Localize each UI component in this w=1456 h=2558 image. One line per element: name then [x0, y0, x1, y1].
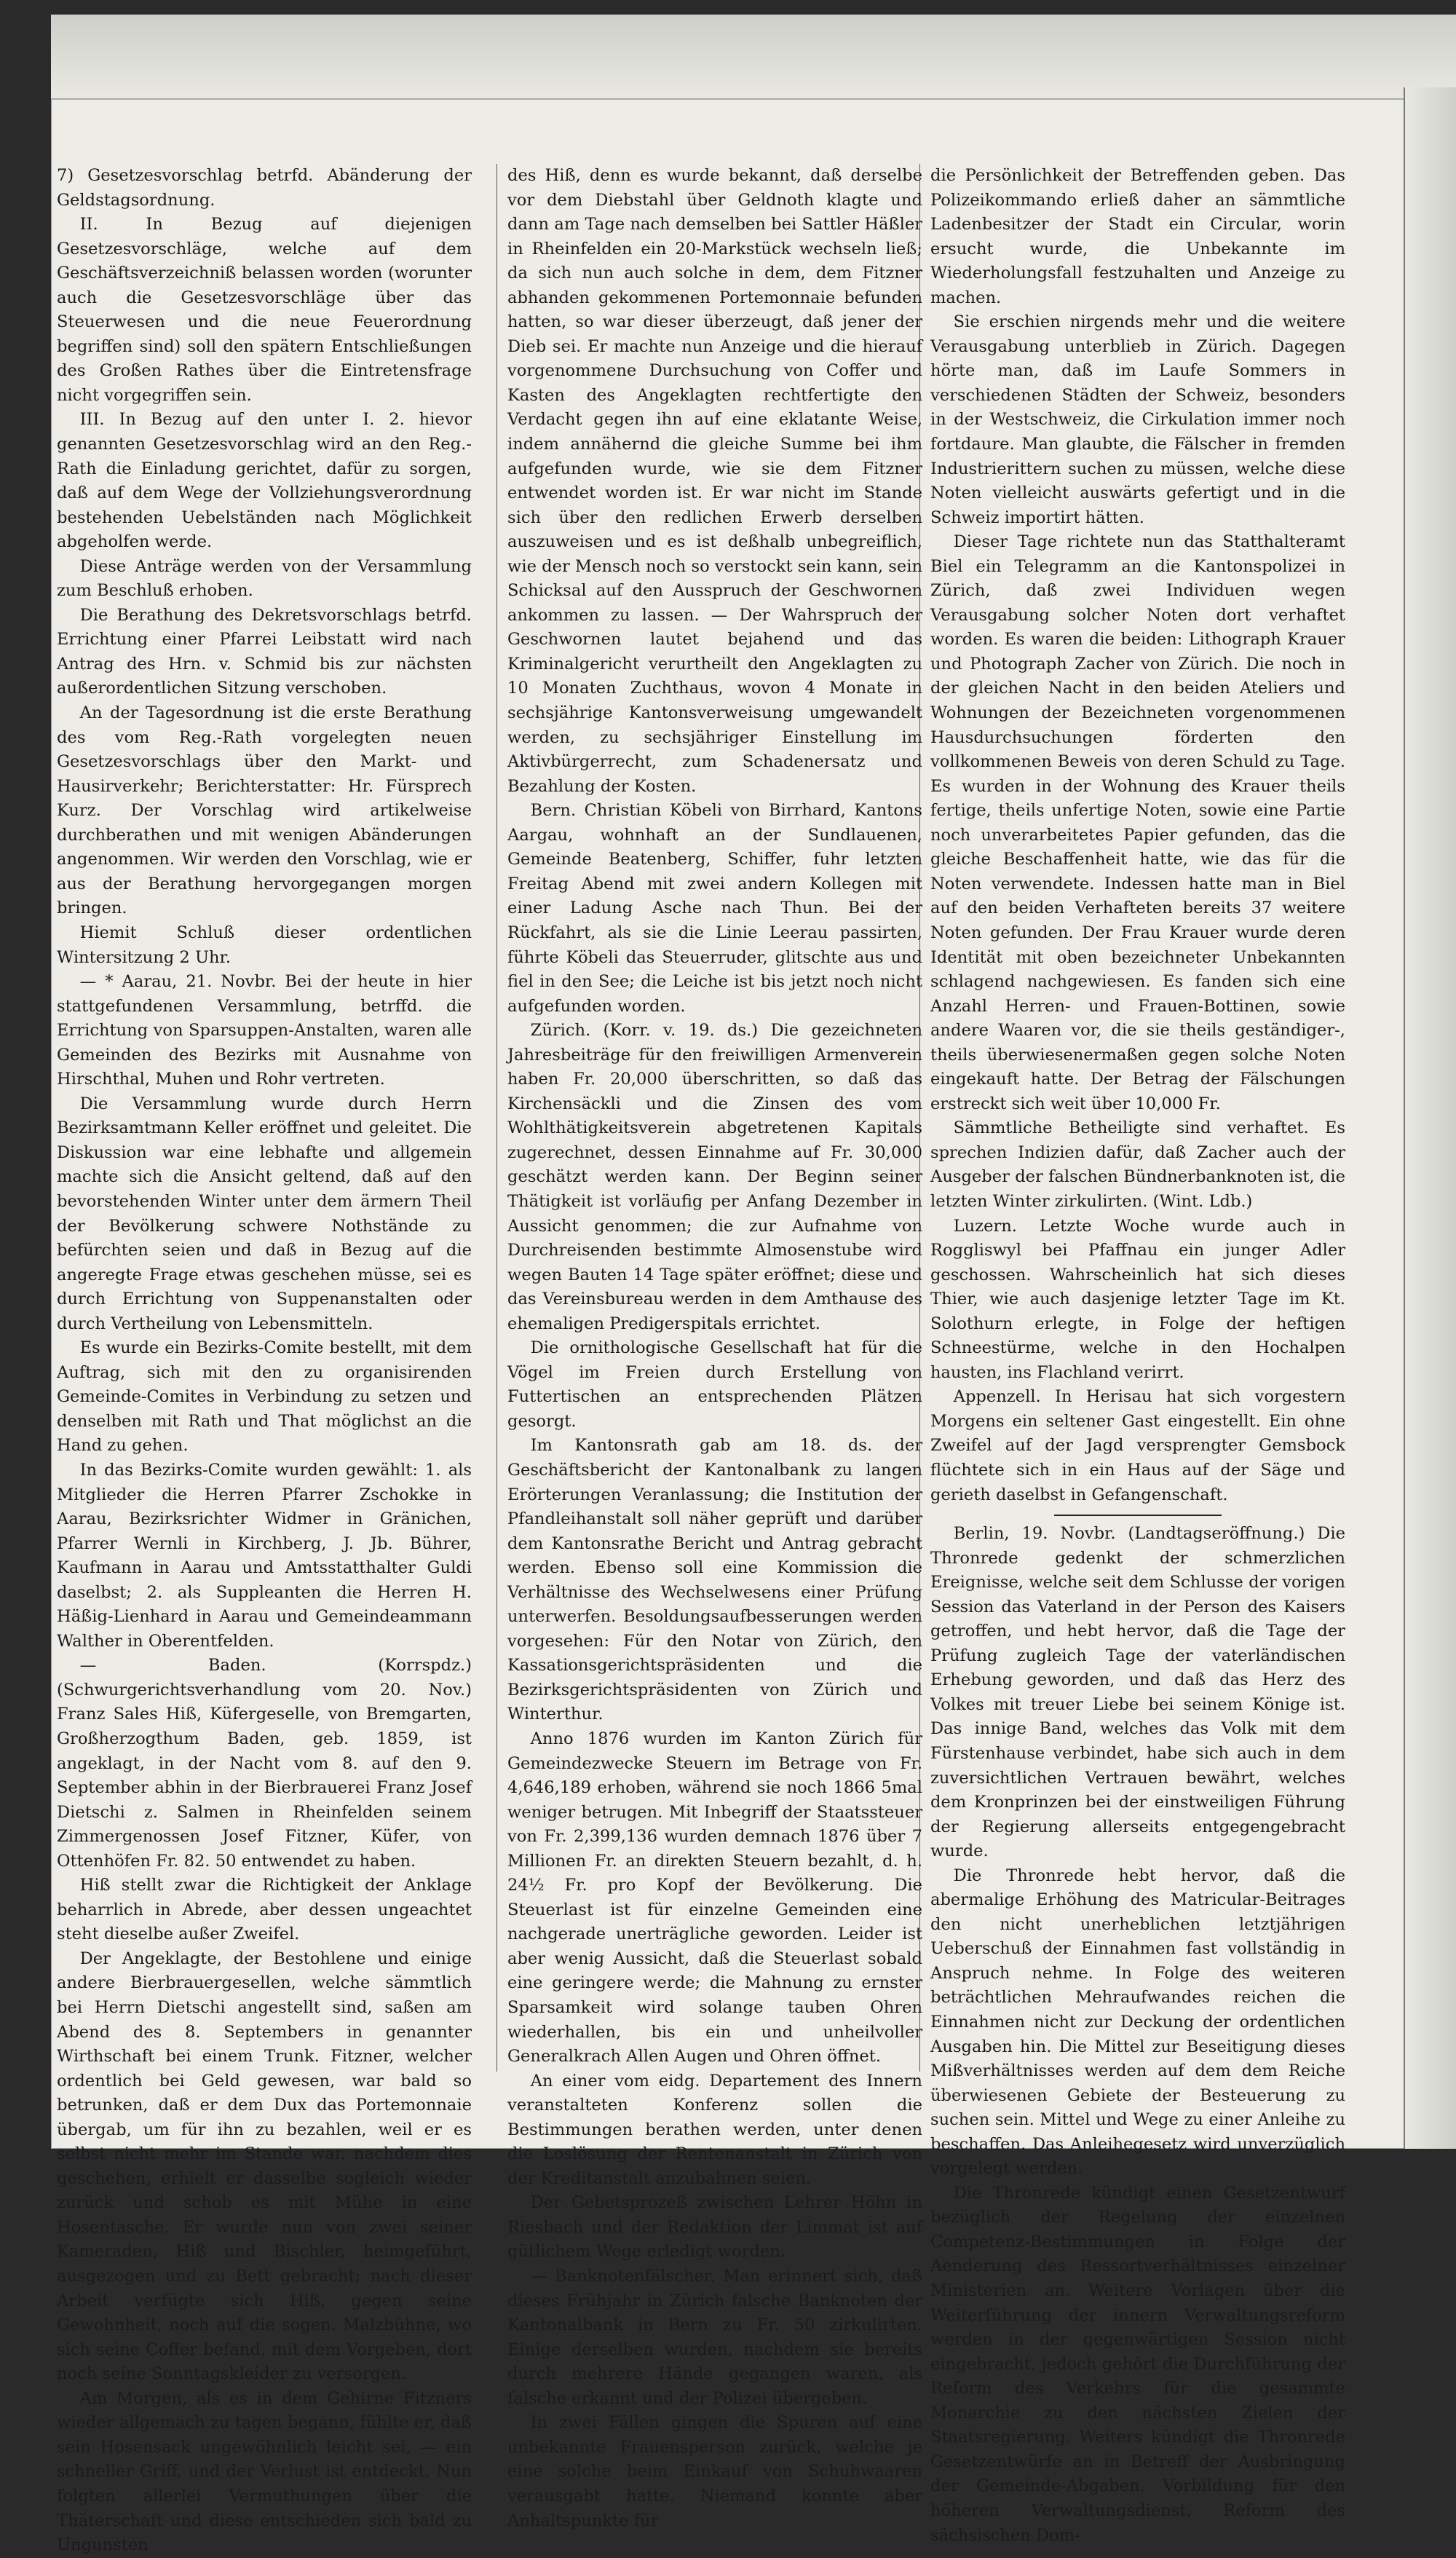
paragraph: Hiß stellt zwar die Richtigkeit der Anklage beharrlich in Abrede, aber dessen ungeachtet steht dieselbe außer Zweifel.	[57, 1876, 472, 1944]
paragraph: In das Bezirks-Comite wurden gewählt: 1. als Mitglieder die Herren Pfarrer Zschokke in Aarau, Bezirksrichter Widmer in Gränichen, Pfarrer Wernli in Kirchberg, J. Jb. Bührer, Kaufmann in Aarau und Amtsstatthalter Guldi daselbst; 2. als Suppleanten die Herren H. Häßig-Lienhard in Aarau und Gemeindeammann Walther in Oberentfelden.	[57, 1460, 472, 1651]
paragraph: Hiemit Schluß dieser ordentlichen Wintersitzung 2 Uhr.	[57, 923, 472, 967]
paragraph: Sämmtliche Betheiligte sind verhaftet. Es sprechen Indizien dafür, daß Zacher auch der Ausgeber der falschen Bündnerbanknoten ist, die letzten Winter zirkulirten. (Wint. Ldb.)	[930, 1118, 1345, 1211]
paragraph: — Banknotenfälscher. Man erinnert sich, daß dieses Frühjahr in Zürich falsche Banknoten der Kantonalbank in Bern zu Fr. 50 zirkulirten. Einige derselben wurden, nachdem sie bereits durch mehrere Hände gegangen waren, als falsche erkannt und der Polizei übergeben.	[507, 2267, 922, 2408]
paragraph: Luzern. Letzte Woche wurde auch in Roggliswyl bei Pfaffnau ein junger Adler geschossen. Wahrscheinlich hat sich dieses Thier, wie auch dasjenige letzter Tage im Kt. Solothurn erlegte, in Folge der heftigen Schneestürme, welche in den Hochalpen hausten, ins Flachland verirrt.	[930, 1216, 1345, 1382]
paragraph: — * Aarau, 21. Novbr. Bei der heute in hier stattgefundenen Versammlung, betrffd. die Errichtung von Sparsuppen-Anstalten, waren alle Gemeinden des Bezirks mit Ausnahme von Hirschthal, Muhen und Rohr vertreten.	[57, 972, 472, 1089]
paragraph: — Baden. (Korrspdz.) (Schwurgerichtsverhandlung vom 20. Nov.) Franz Sales Hiß, Küfergeselle, von Bremgarten, Großherzogthum Baden, geb. 1859, ist angeklagt, in der Nacht vom 8. auf den 9. September abhin in der Bierbrauerei Franz Josef Dietschi z. Salmen in Rheinfelden seinem Zimmergenossen Josef Fitzner, Küfer, von Ottenhöfen Fr. 82. 50 entwendet zu haben.	[57, 1656, 472, 1871]
paragraph: Diese Anträge werden von der Versammlung zum Beschluß erhoben.	[57, 556, 472, 601]
paragraph: Die Berathung des Dekretsvorschlags betrfd. Errichtung einer Pfarrei Leibstatt wird nach Antrag des Hrn. v. Schmid bis zur nächsten außerordentlichen Sitzung verschoben.	[57, 605, 472, 698]
column-right	[930, 164, 1345, 2548]
paragraph: Zürich. (Korr. v. 19. ds.) Die gezeichneten Jahresbeiträge für den freiwilligen Armenverein haben Fr. 20,000 überschritten, so daß das Kirchensäckli und die Zinsen des vom Wohlthätigkeitsverein abgetretenen Kapitals zugerechnet, dessen Einnahme auf Fr. 30,000 geschätzt werden kann. Der Beginn seiner Thätigkeit ist vorläufig per Anfang Dezember in Aussicht genommen; die zur Aufnahme von Durchreisenden bestimmte Almosenstube wird wegen Bauten 14 Tage später eröffnet; diese und das Vereinsbureau werden in dem Amthause des ehemaligen Predigerspitals errichtet.	[507, 1021, 922, 1333]
paragraph: In zwei Fällen gingen die Spuren auf eine unbekannte Frauensperson zurück, welche je eine solche beim Einkauf von Schuhwaaren verausgabt hatte. Niemand konnte aber Anhaltspunkte für	[507, 2413, 922, 2530]
paragraph: Berlin, 19. Novbr. (Landtagseröffnung.) Die Thronrede gedenkt der schmerzlichen Ereignisse, welche seit dem Schlusse der vorigen Session das Vaterland in der Person des Kaisers getroffen, und hebt hervor, daß die Tage der Prüfung zugleich Tage der vaterländischen Erhebung geworden, und daß das Herz des Volkes mit treuer Liebe bei seinem Könige ist. Das innige Band, welches das Volk mit dem Fürstenhause verbindet, habe sich auch in dem zuversichtlichen Vertrauen bewährt, welches dem Kronprinzen bei der einstweiligen Führung der Regierung allerseits entgegengebracht wurde.	[930, 1524, 1345, 1861]
paragraph: Die Thronrede hebt hervor, daß die abermalige Erhöhung des Matricular-Beitrages den nicht unerheblichen letztjährigen Ueberschuß der Einnahmen fast vollständig in Anspruch nehme. In Folge des weiteren beträchtlichen Mehraufwandes reichen die Einnahmen nicht zur Deckung der ordentlichen Ausgaben hin. Die Mittel zur Beseitigung dieses Mißverhältnisses werden auf dem dem Reiche überwiesenen Gebiete der Besteuerung zu suchen sein. Mittel und Wege zu einer Anleihe zu beschaffen. Das Anleihegesetz wird unverzüglich vorgelegt werden.	[930, 1866, 1345, 2179]
paragraph: des Hiß, denn es wurde bekannt, daß derselbe vor dem Diebstahl über Geldnoth klagte und dann am Tage nach demselben bei Sattler Häßler in Rheinfelden ein 20-Markstück wechseln ließ; da sich nun auch solche in dem, dem Fitzner abhanden gekommenen Portemonnaie befunden hatten, so war dieser überzeugt, daß jener der Dieb sei. Er machte nun Anzeige und die hierauf vorgenommene Durchsuchung von Coffer und Kasten des Angeklagten rechtfertigte den Verdacht gegen ihn auf eine eklatante Weise, indem annähernd die gleiche Summe bei ihm aufgefunden wurde, wie sie dem Fitzner entwendet worden ist. Er war nicht im Stande sich über den redlichen Erwerb derselben auszuweisen und es ist deßhalb unbegreiflich, wie der Mensch noch so verstockt sein kann, sein Schicksal auf den Ausspruch der Geschwornen ankommen zu lassen. — Der Wahrspruch der Geschwornen lautet bejahend und das Kriminalgericht verurtheilt den Angeklagten zu 10 Monaten Zuchthaus, wovon 4 Monate in sechsjährige Kantonsverweisung umgewandelt werden, zu sechsjähriger Einstellung im Aktivbürgerrecht, zum Schadenersatz und Bezahlung der Kosten.	[507, 166, 923, 796]
paragraph: Der Angeklagte, der Bestohlene und einige andere Bierbrauergesellen, welche sämmtlich bei Herrn Dietschi angestellt sind, saßen am Abend des 8. Septembers in genannter Wirthschaft bei einem Trunk. Fitzner, welcher ordentlich bei Geld gewesen, war bald so betrunken, daß er dem Dux das Portemonnaie übergab, um für ihn zu bezahlen, weil er es selbst nicht mehr im Stande war, nachdem dies geschehen, erhielt er dasselbe sogleich wieder zurück und schob es mit Mühe in eine Hosentasche. Er wurde nun von zwei seiner Kameraden, Hiß und Bischler, heimgeführt, ausgezogen und zu Bett gebracht; nach dieser Arbeit verfügte sich Hiß, gegen seine Gewohnheit, noch auf die sogen. Malzbühne, wo sich seine Coffer befand, mit dem Vorgeben, dort noch seine Sonntagskleider zu versorgen.	[57, 1949, 472, 2384]
paragraph: Am Morgen, als es in dem Gehirne Fitzners wieder allgemach zu tagen begann, fühlte er, daß sein Hosensack ungewöhnlich leicht sei, — ein schneller Griff, und der Verlust ist entdeckt. Nun folgten allerlei Vermuthungen über die Thäterschaft und diese entschieden sich bald zu Ungunsten	[57, 2388, 472, 2555]
page-top-edge	[51, 15, 1456, 100]
paragraph: Appenzell. In Herisau hat sich vorgestern Morgens ein seltener Gast eingestellt. Ein ohne Zweifel auf der Jagd versprengter Gemsbock flüchtete sich in ein Haus auf der Säge und gerieth daselbst in Gefangenschaft.	[930, 1387, 1345, 1504]
paragraph: An der Tagesordnung ist die erste Berathung des vom Reg.-Rath vorgelegten neuen Gesetzesvorschlags über den Markt- und Hausirverkehr; Berichterstatter: Hr. Fürsprech Kurz. Der Vorschlag wird artikelweise durchberathen und mit wenigen Abänderungen angenommen. Wir werden den Vorschlag, wie er aus der Berathung hervorgegangen morgen bringen.	[57, 703, 472, 918]
column-left	[57, 164, 472, 2558]
page-right-edge	[1404, 87, 1456, 2149]
paragraph: Im Kantonsrath gab am 18. ds. der Geschäftsbericht der Kantonalbank zu langen Erörterungen Veranlassung; die Institution der Pfandleihanstalt soll näher geprüft und darüber dem Kantonsrathe Bericht und Antrag gebracht werden. Ebenso soll eine Kommission die Verhältnisse des Wechselwesens einer Prüfung unterwerfen. Besoldungsaufbesserungen werden vorgesehen: Für den Notar von Zürich, den Kassationsgerichtspräsidenten und die Bezirksgerichtspräsidenten von Zürich und Winterthur.	[507, 1436, 922, 1724]
paragraph: die Persönlichkeit der Betreffenden geben. Das Polizeikommando erließ daher an sämmtliche Ladenbesitzer der Stadt ein Circular, worin ersucht wurde, die Unbekannte im Wiederholungsfall festzuhalten und Anzeige zu machen.	[930, 166, 1345, 307]
paragraph: Der Gebetsprozeß zwischen Lehrer Höhn in Riesbach und der Redaktion der Limmat ist auf gütlichem Wege erledigt worden.	[507, 2193, 922, 2262]
column-middle	[507, 164, 922, 2533]
paragraph: An einer vom eidg. Departement des Innern veranstalteten Konferenz sollen die Bestimmungen berathen werden, unter denen die Loslösung der Rentenanstalt in Zürich von der Kreditanstalt anzubahnen seien.	[507, 2071, 922, 2188]
paragraph: 7) Gesetzesvorschlag betrfd. Abänderung der Geldstagsordnung.	[57, 166, 472, 210]
paragraph: Anno 1876 wurden im Kanton Zürich für Gemeindezwecke Steuern im Betrage von Fr. 4,646,189 erhoben, während sie noch 1866 5mal weniger betrugen. Mit Inbegriff der Staatssteuer von Fr. 2,399,136 wurden demnach 1876 über 7 Millionen Fr. an direkten Steuern bezahlt, d. h. 24½ Fr. pro Kopf der Bevölkerung. Die Steuerlast ist für einzelne Gemeinden eine nachgerade unerträgliche geworden. Leider ist aber wenig Aussicht, daß die Steuerlast sobald eine geringere werde; die Mahnung zu ernster Sparsamkeit wird solange tauben Ohren wiederhallen, bis ein und unheilvoller Generalkrach Allen Augen und Ohren öffnet.	[507, 1729, 922, 2066]
paragraph: Die Thronrede kündigt einen Gesetzentwurf bezüglich der Regelung der einzelnen Competenz-Bestimmungen in Folge der Aenderung des Ressortverhältnisses einzelner Ministerien an. Weitere Vorlagen über die Weiterführung der innern Verwaltungsreform werden in der gegenwärtigen Session nicht eingebracht, jedoch gehört die Durchführung der Reform des Verkehrs für die gesammte Monarchie zu den nächsten Zielen der Staatsregierung. Weiters kündigt die Thronrede Gesetzentwürfe an in Betreff der Ausbringung der Gemeinde-Abgaben, Vorbildung für den höheren Verwaltungsdienst, Reform des sächsischen Dom-	[930, 2183, 1345, 2545]
paragraph: Die Versammlung wurde durch Herrn Bezirksamtmann Keller eröffnet und geleitet. Die Diskussion war eine lebhafte und allgemein machte sich die Ansicht geltend, daß auf den bevorstehenden Winter unter dem ärmern Theil der Bevölkerung schwere Nothstände zu befürchten seien und daß in Bezug auf die angeregte Frage etwas geschehen müsse, sei es durch Errichtung von Suppenanstalten oder durch Vertheilung von Lebensmitteln.	[57, 1094, 472, 1333]
paragraph: Es wurde ein Bezirks-Comite bestellt, mit dem Auftrag, sich mit den zu organisirenden Gemeinde-Comites in Verbindung zu setzen und denselben mit Rath und That möglichst an die Hand zu gehen.	[57, 1338, 472, 1456]
paragraph: Sie erschien nirgends mehr und die weitere Verausgabung unterblieb in Zürich. Dagegen hörte man, daß im Laufe Sommers in verschiedenen Städten der Schweiz, besonders in der Westschweiz, die Cirkulation immer noch fortdaure. Man glaubte, die Fälscher in fremden Industrierittern suchen zu müssen, welche diese Noten vielleicht auswärts gefertigt und in die Schweiz importirt hätten.	[930, 312, 1345, 527]
paragraph: Die ornithologische Gesellschaft hat für die Vögel im Freien durch Erstellung von Futtertischen an entsprechenden Plätzen gesorgt.	[507, 1338, 922, 1431]
paragraph: Bern. Christian Köbeli von Birrhard, Kantons Aargau, wohnhaft an der Sundlauenen, Gemeinde Beatenberg, Schiffer, fuhr letzten Freitag Abend mit zwei andern Kollegen mit einer Ladung Asche nach Thun. Bei der Rückfahrt, als sie die Linie Leerau passirten, führte Köbeli das Steuerruder, glitschte aus und fiel in den See; die Leiche ist bis jetzt noch nicht aufgefunden worden.	[507, 801, 922, 1016]
paragraph: II. In Bezug auf diejenigen Gesetzesvorschläge, welche auf dem Geschäftsverzeichniß belassen worden (worunter auch die Gesetzesvorschläge über das Steuerwesen und die neue Feuerordnung begriffen sind) soll den spätern Entschließungen des Großen Rathes über die Eintretensfrage nicht vorgegriffen sein.	[57, 215, 472, 405]
section-separator	[1054, 1515, 1222, 1516]
column-rule	[496, 164, 497, 2072]
paragraph: III. In Bezug auf den unter I. 2. hievor genannten Gesetzesvorschlag wird an den Reg.-Rath die Einladung gerichtet, dafür zu sorgen, daß auf dem Wege der Vollziehungsverordnung bestehenden Uebelständen nach Möglichkeit abgeholfen werde.	[57, 410, 472, 552]
paragraph: Dieser Tage richtete nun das Statthalteramt Biel ein Telegramm an die Kantonspolizei in Zürich, daß zwei Individuen wegen Verausgabung solcher Noten dort verhaftet worden. Es waren die beiden: Lithograph Krauer und Photograph Zacher von Zürich. Die noch in der gleichen Nacht in den beiden Ateliers und Wohnungen der Bezeichneten vorgenommenen Hausdurchsuchungen förderten den vollkommenen Beweis von deren Schuld zu Tage. Es wurden in der Wohnung des Krauer theils fertige, theils unfertige Noten, sowie eine Partie noch unverarbeitetes Papier gefunden, das die gleiche Beschaffenheit hatte, wie das für die Noten verwendete. Indessen hatte man in Biel auf den beiden Verhafteten bereits 37 weitere Noten gefunden. Der Frau Krauer wurde deren Identität mit oben bezeichneter Unbekannten schlagend nachgewiesen. Es fanden sich eine Anzahl Herren- und Frauen-Bottinen, sowie andere Waaren vor, die sie theils geständiger-, theils überwiesenermaßen gegen solche Noten eingekauft hatte. Der Betrag der Fälschungen erstreckt sich weit über 10,000 Fr.	[930, 532, 1345, 1113]
